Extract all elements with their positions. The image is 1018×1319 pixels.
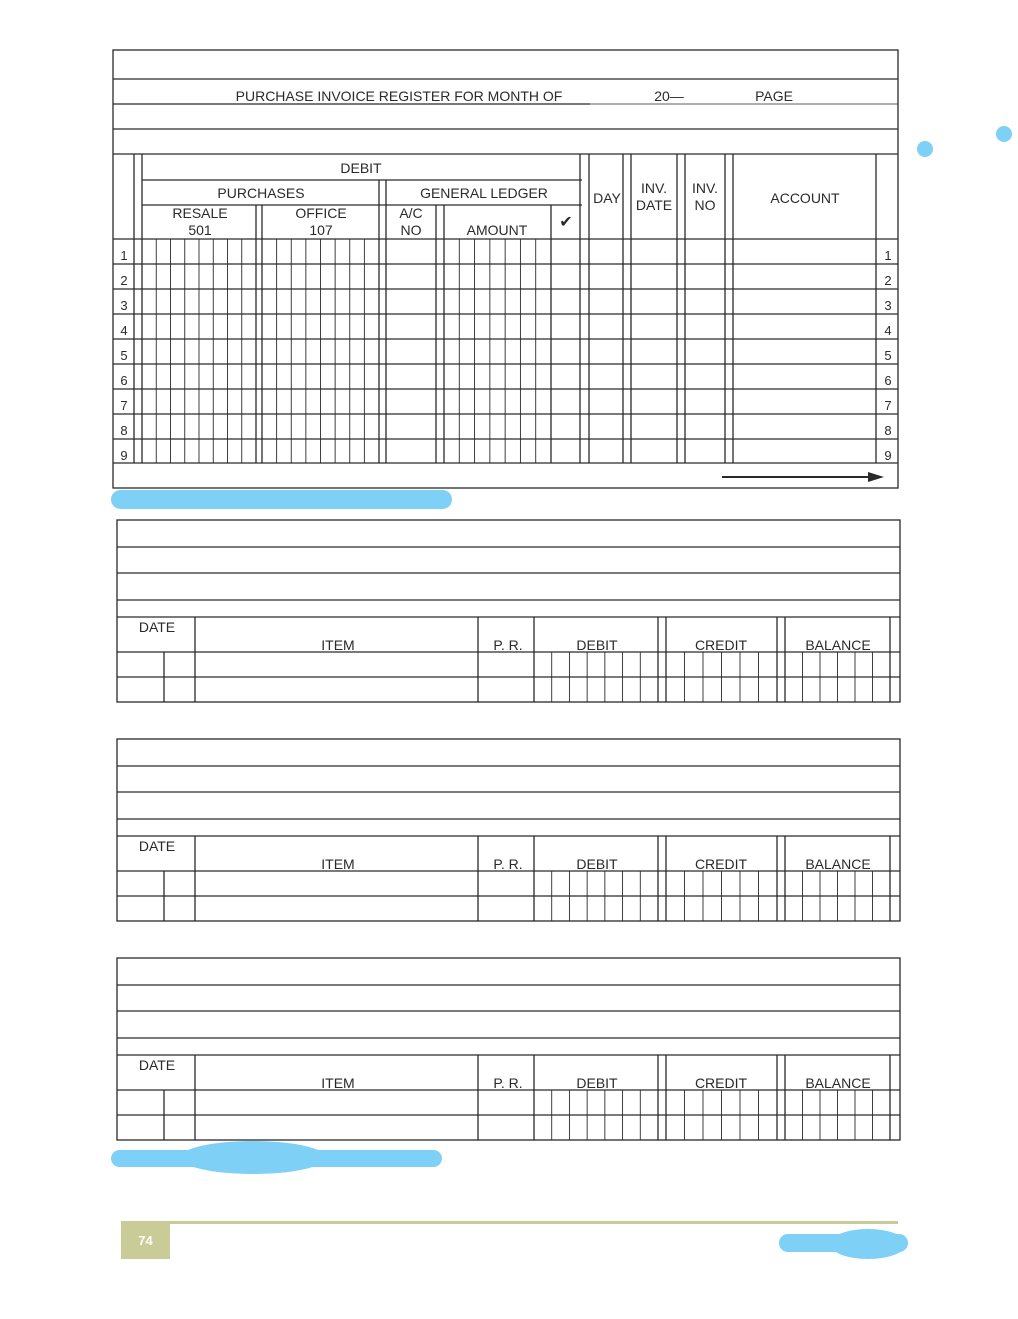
inv-no-heading-line2: NO (694, 197, 716, 213)
resale-heading: RESALE (172, 205, 228, 221)
ledger-credit-heading: CREDIT (694, 856, 748, 872)
row-number-left: 2 (120, 273, 128, 288)
day-heading: DAY (593, 190, 621, 206)
purchase-invoice-register (113, 50, 898, 488)
ledger-form (117, 520, 900, 702)
checkmark-icon: ✔ (559, 214, 573, 231)
amount-heading: AMOUNT (466, 222, 528, 238)
office-heading: OFFICE (295, 205, 347, 221)
redaction-mark (830, 1229, 906, 1259)
row-number-right: 8 (884, 423, 892, 438)
ledger-credit-heading: CREDIT (694, 1075, 748, 1091)
row-number-left: 8 (120, 423, 128, 438)
ledger-pr-heading: P. R. (493, 637, 523, 653)
row-number-left: 3 (120, 298, 128, 313)
row-number-left: 6 (120, 373, 128, 388)
page-label: PAGE (755, 88, 793, 104)
ledger-debit-heading: DEBIT (576, 637, 618, 653)
ledger-text (139, 619, 871, 1091)
register-text (172, 88, 840, 238)
row-numbers (120, 248, 891, 463)
office-account-number: 107 (309, 222, 333, 238)
page-number: 74 (121, 1221, 170, 1259)
register-title: PURCHASE INVOICE REGISTER FOR MONTH OF (235, 88, 563, 104)
row-number-left: 4 (120, 323, 128, 338)
ledger-credit-heading: CREDIT (694, 637, 748, 653)
row-number-right: 1 (884, 248, 892, 263)
row-number-right: 2 (884, 273, 892, 288)
ledger-form (117, 739, 900, 921)
ledger-debit-heading: DEBIT (576, 1075, 618, 1091)
row-number-left: 9 (120, 448, 128, 463)
ac-no-heading: NO (400, 222, 422, 238)
inv-date-heading-line1: INV. (641, 180, 667, 196)
ledger-date-heading: DATE (138, 1057, 176, 1073)
ledger-item-heading: ITEM (321, 637, 355, 653)
footer-rule (121, 1221, 898, 1224)
ledger-date-heading: DATE (138, 619, 176, 635)
ledger-balance-heading: BALANCE (805, 1075, 871, 1091)
account-heading: ACCOUNT (770, 190, 840, 206)
inv-no-heading-line1: INV. (692, 180, 718, 196)
row-number-left: 5 (120, 348, 128, 363)
purchases-heading: PURCHASES (217, 185, 305, 201)
ac-heading: A/C (399, 205, 423, 221)
ledger-item-heading: ITEM (321, 1075, 355, 1091)
row-number-right: 7 (884, 398, 892, 413)
ledger-pr-heading: P. R. (493, 1075, 523, 1091)
general-ledger-heading: GENERAL LEDGER (420, 185, 548, 201)
dot-mark (996, 126, 1012, 142)
ledger-forms (117, 520, 900, 1140)
row-number-right: 6 (884, 373, 892, 388)
ledger-item-heading: ITEM (321, 856, 355, 872)
ledger-balance-heading: BALANCE (805, 637, 871, 653)
ledger-balance-heading: BALANCE (805, 856, 871, 872)
redaction-mark (180, 1141, 326, 1174)
row-number-left: 7 (120, 398, 128, 413)
resale-account-number: 501 (188, 222, 212, 238)
row-number-right: 4 (884, 323, 892, 338)
row-number-left: 1 (120, 248, 128, 263)
inv-date-heading-line2: DATE (635, 197, 673, 213)
year-label: 20— (654, 88, 684, 104)
ledger-form (117, 958, 900, 1140)
arrow-right-icon (868, 472, 884, 482)
debit-heading: DEBIT (340, 160, 382, 176)
ledger-date-heading: DATE (138, 838, 176, 854)
row-number-right: 9 (884, 448, 892, 463)
ledger-debit-heading: DEBIT (576, 856, 618, 872)
redaction-mark (111, 490, 452, 509)
dot-mark (917, 141, 933, 157)
ledger-pr-heading: P. R. (493, 856, 523, 872)
row-number-right: 5 (884, 348, 892, 363)
row-number-right: 3 (884, 298, 892, 313)
